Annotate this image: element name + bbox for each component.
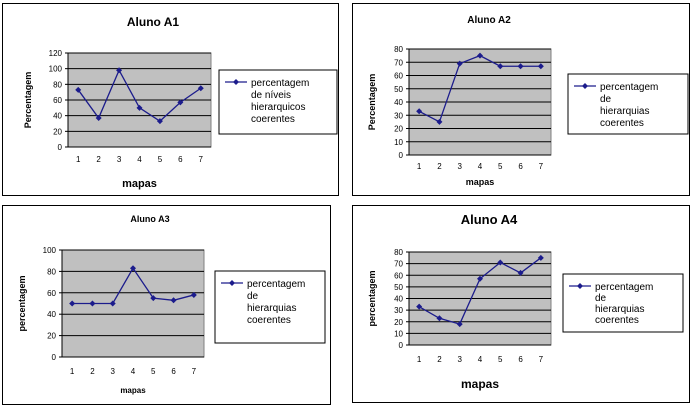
- chart-panel-a1: [2, 3, 339, 196]
- y-tick-label: 40: [394, 98, 403, 107]
- y-tick-label: 30: [394, 306, 403, 316]
- x-tick-label: 1: [416, 162, 422, 171]
- y-tick-label: 120: [48, 49, 62, 58]
- chart-a4: [353, 206, 691, 404]
- chart-title: Aluno A3: [130, 214, 170, 224]
- y-tick-label: 50: [394, 84, 403, 94]
- y-tick-label: 40: [394, 294, 403, 304]
- chart-title: Aluno A2: [467, 15, 511, 26]
- legend-label-line: coerentes: [251, 114, 295, 125]
- y-tick-label: 60: [394, 271, 403, 281]
- chart-a3: [3, 206, 332, 406]
- x-tick-label: 4: [130, 367, 136, 376]
- legend-label-line: hierarquias: [595, 304, 645, 315]
- chart-a2: [353, 4, 691, 197]
- y-tick-label: 80: [394, 45, 403, 54]
- y-axis-label: percentagem: [367, 270, 377, 327]
- legend-label-line: percentagem: [251, 78, 310, 89]
- y-tick-label: 80: [47, 267, 56, 277]
- x-tick-label: 4: [137, 155, 142, 164]
- y-axis-label: Percentagem: [23, 71, 33, 129]
- x-tick-label: 6: [518, 162, 523, 171]
- y-tick-label: 20: [394, 124, 403, 134]
- legend-label-line: hierarquias: [247, 303, 297, 314]
- y-tick-label: 40: [47, 310, 56, 320]
- legend-label-line: de: [600, 94, 612, 105]
- y-tick-label: 0: [57, 143, 62, 152]
- x-tick-label: 5: [498, 162, 503, 171]
- x-tick-label: 5: [498, 355, 503, 364]
- y-axis-label: Percentagem: [367, 73, 377, 131]
- y-tick-label: 80: [53, 80, 62, 90]
- x-tick-label: 1: [75, 155, 81, 164]
- x-tick-label: 5: [151, 367, 156, 376]
- x-tick-label: 2: [437, 355, 442, 364]
- legend-label-line: de: [247, 291, 259, 302]
- x-tick-label: 5: [157, 155, 163, 164]
- legend-label-line: de níveis: [251, 90, 292, 101]
- legend-label-line: hierarquicos: [251, 102, 306, 113]
- x-tick-label: 7: [198, 155, 204, 164]
- chart-title: Aluno A4: [460, 212, 518, 227]
- x-tick-label: 7: [191, 367, 197, 376]
- y-tick-label: 100: [42, 246, 56, 255]
- x-axis-label: mapas: [460, 377, 500, 391]
- y-tick-label: 30: [394, 111, 403, 121]
- legend-label-line: de: [595, 293, 607, 304]
- x-tick-label: 6: [518, 355, 523, 364]
- x-tick-label: 1: [416, 355, 422, 364]
- legend-label-line: percentagem: [595, 282, 654, 293]
- x-tick-label: 4: [477, 355, 483, 364]
- chart-title: Aluno A1: [126, 15, 180, 29]
- x-axis-label: mapas: [120, 386, 146, 395]
- y-tick-label: 20: [47, 331, 56, 341]
- y-tick-label: 10: [394, 137, 403, 147]
- y-axis-label: percentagem: [17, 275, 27, 332]
- y-tick-label: 0: [51, 353, 56, 362]
- y-tick-label: 20: [394, 317, 403, 327]
- y-tick-label: 0: [398, 341, 403, 350]
- legend-label-line: percentagem: [600, 82, 659, 93]
- y-tick-label: 80: [394, 248, 403, 257]
- x-tick-label: 6: [171, 367, 176, 376]
- x-tick-label: 3: [116, 155, 122, 164]
- chart-a1: [3, 4, 340, 197]
- chart-panel-a3: [2, 205, 331, 405]
- y-tick-label: 50: [394, 282, 403, 292]
- x-tick-label: 7: [538, 162, 544, 171]
- x-tick-label: 3: [457, 355, 462, 364]
- x-tick-label: 3: [457, 162, 462, 171]
- y-tick-label: 40: [53, 111, 62, 121]
- y-tick-label: 70: [394, 259, 403, 269]
- legend-label-line: coerentes: [595, 315, 639, 326]
- chart-panel-a4: [352, 205, 690, 403]
- y-tick-label: 100: [48, 64, 62, 74]
- x-tick-label: 2: [90, 367, 95, 376]
- legend-label-line: percentagem: [247, 279, 306, 290]
- y-tick-label: 60: [47, 288, 56, 298]
- x-tick-label: 2: [96, 155, 101, 164]
- y-tick-label: 0: [398, 151, 403, 160]
- y-tick-label: 70: [394, 58, 403, 68]
- legend-label-line: hierarquias: [600, 106, 650, 117]
- y-tick-label: 60: [53, 96, 62, 105]
- legend-label-line: coerentes: [600, 118, 644, 129]
- legend-label-line: coerentes: [247, 315, 291, 326]
- x-tick-label: 7: [538, 355, 544, 364]
- chart-panel-a2: [352, 3, 690, 196]
- x-tick-label: 6: [178, 155, 183, 164]
- y-tick-label: 60: [394, 71, 403, 81]
- x-tick-label: 1: [69, 367, 75, 376]
- x-axis-label: mapas: [122, 178, 157, 190]
- x-axis-label: mapas: [465, 177, 495, 187]
- y-tick-label: 10: [394, 329, 403, 339]
- x-tick-label: 3: [110, 367, 115, 376]
- x-tick-label: 2: [437, 162, 442, 171]
- y-tick-label: 20: [53, 127, 62, 137]
- x-tick-label: 4: [477, 162, 483, 171]
